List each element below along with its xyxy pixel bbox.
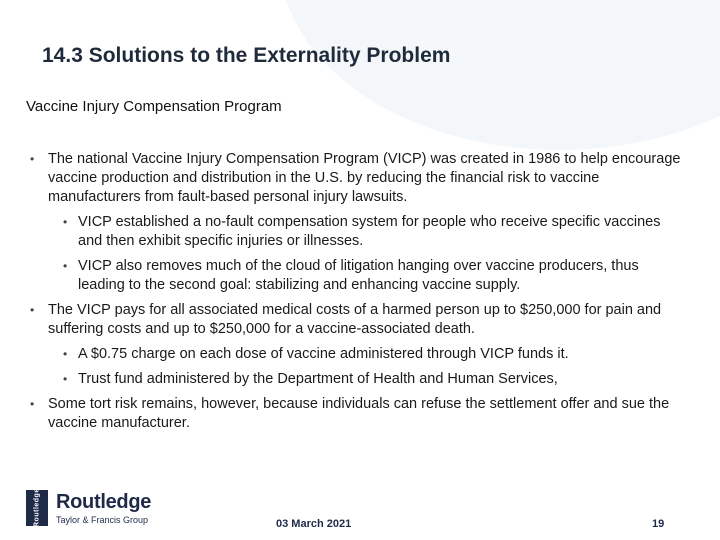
bullet-1-text: The national Vaccine Injury Compensation Program (VICP) was created in 1986 to help encourage vaccine production and distribution in the U.S. by reducing the financial risk to vaccine manufacturers from fault-based personal injury lawsuits. bbox=[48, 151, 681, 205]
slide-content bbox=[26, 150, 686, 433]
slide-subtitle: Vaccine Injury Compensation Program bbox=[26, 98, 282, 115]
sub-bullet-1-1-text: VICP established a no-fault compensation system for people who receive specific vaccines and then exhibit specific injuries or illnesses. bbox=[78, 214, 661, 249]
sub-bullet-mark: • bbox=[63, 372, 68, 386]
bullet-1 bbox=[26, 150, 686, 207]
sub-bullet-mark: • bbox=[63, 347, 68, 361]
footer-date: 03 March 2021 bbox=[276, 518, 352, 530]
bullet-3-text: Some tort risk remains, however, because individuals can refuse the settlement offer and sue the vaccine manufacturer. bbox=[48, 396, 670, 431]
logo-group: Taylor & Francis Group bbox=[56, 515, 149, 525]
sub-bullet-2-1-text: A $0.75 charge on each dose of vaccine administered through VICP funds it. bbox=[78, 346, 569, 362]
logo-emblem bbox=[26, 490, 48, 526]
bullet-3 bbox=[26, 395, 686, 433]
bullet-mark: • bbox=[30, 152, 35, 166]
logo-name: Routledge bbox=[56, 491, 152, 513]
bullet-2 bbox=[26, 301, 686, 339]
routledge-logo bbox=[26, 490, 156, 528]
sub-bullet-mark: • bbox=[63, 215, 68, 229]
bullet-mark: • bbox=[30, 303, 35, 317]
sub-bullet-2-2-text: Trust fund administered by the Department of Health and Human Services, bbox=[78, 371, 558, 387]
sub-bullet-1-2-text: VICP also removes much of the cloud of litigation hanging over vaccine producers, thus leading to the second goal: stabilizing and enhancing vaccine supply. bbox=[78, 258, 639, 293]
sub-bullet-mark: • bbox=[63, 259, 68, 273]
page-number: 19 bbox=[652, 518, 665, 530]
sub-bullet-2-2 bbox=[26, 370, 686, 389]
slide-title: 14.3 Solutions to the Externality Problem bbox=[42, 44, 451, 67]
sub-bullet-1-2 bbox=[26, 257, 686, 295]
logo-emblem-text: Routledge bbox=[33, 488, 41, 528]
sub-bullet-2-1 bbox=[26, 345, 686, 364]
sub-bullet-1-1 bbox=[26, 213, 686, 251]
bullet-mark: • bbox=[30, 397, 35, 411]
bullet-2-text: The VICP pays for all associated medical costs of a harmed person up to $250,000 for pain and suffering costs and up to $250,000 for a vaccine-associated death. bbox=[48, 302, 662, 337]
